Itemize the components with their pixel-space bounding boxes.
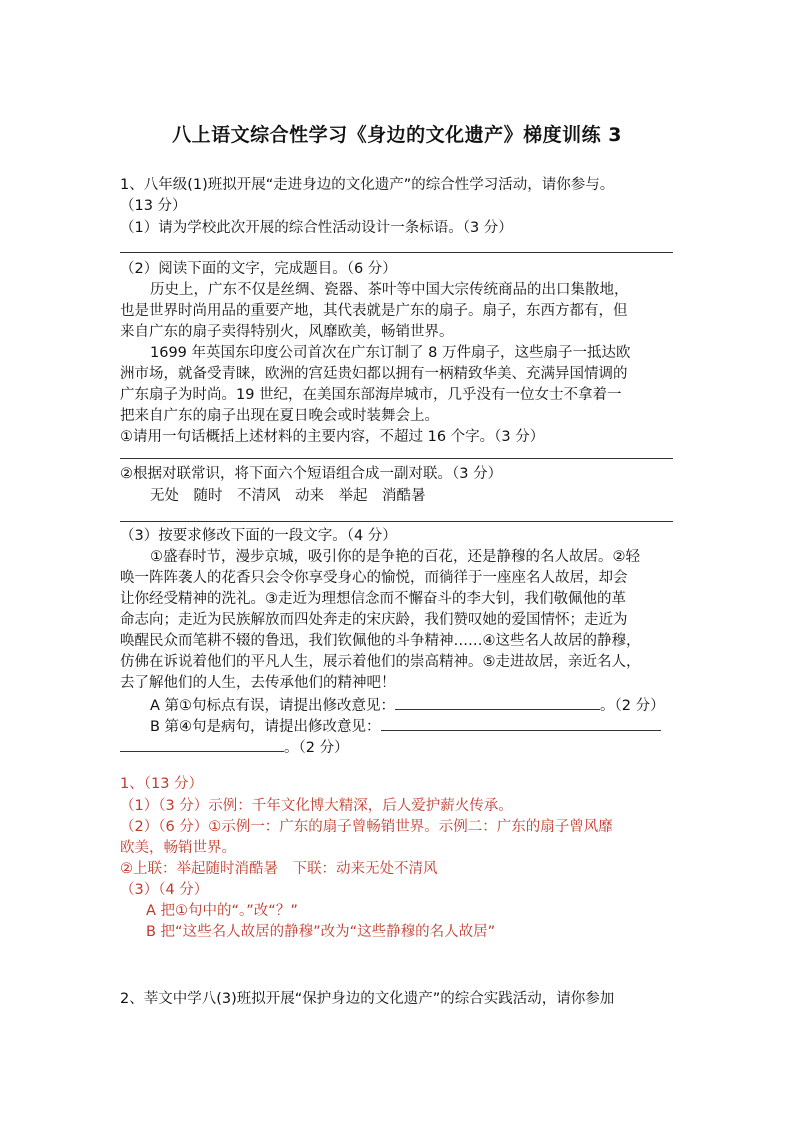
document-title: 八上语文综合性学习《身边的文化遗产》梯度训练 3 xyxy=(172,124,622,146)
answer-part1: （1）（3 分）示例：千年文化博大精深，后人爱护薪火传承。 xyxy=(120,798,513,814)
edit-text-line: 唤一阵阵袭人的花香只会令你享受身心的愉悦，而徜徉于一座座名人故居，却会 xyxy=(120,570,628,586)
edit-text-line: 去了解他们的人生，去传承他们的精神吧！ xyxy=(120,675,396,691)
passage-line: 广东扇子为时尚。19 世纪，在美国东部海岸城市，几乎没有一位女士不拿着一 xyxy=(120,387,622,403)
answer-part3a: A 把①句中的“。”改“？” xyxy=(146,903,298,919)
answer-part2-cont: 欧美，畅销世界。 xyxy=(120,840,236,856)
answer-blank xyxy=(395,694,600,710)
edit-text-line: ①盛春时节，漫步京城，吸引你的是争艳的百花，还是静穆的名人故居。②轻 xyxy=(150,549,640,565)
edit-text-line: 让你经受精神的洗礼。③走近为理想信念而不懈奋斗的李大钊，我们敬佩他的革 xyxy=(120,591,626,607)
answer-head: 1、（13 分） xyxy=(120,776,204,792)
edit-text-line: 仿佛在诉说着他们的平凡人生，展示着他们的崇高精神。⑤走进故居，亲近名人， xyxy=(120,654,641,670)
passage-line: 把来自广东的扇子出现在夏日晚会或时装舞会上。 xyxy=(120,408,439,424)
passage-line: 1699 年英国东印度公司首次在广东订制了 8 万件扇子，这些扇子一抵达欧 xyxy=(150,345,631,361)
edit-text-line: 命志向；走近为民族解放而四处奔走的宋庆龄，我们赞叹她的爱国情怀；走近为 xyxy=(120,612,628,628)
passage-line: 历史上，广东不仅是丝绸、瓷器、茶叶等中国大宗传统商品的出口集散地， xyxy=(150,282,629,298)
answer-blank xyxy=(120,736,284,752)
q1-part2-prompt: （2）阅读下面的文字，完成题目。（6 分） xyxy=(120,261,397,277)
q1-part3a xyxy=(150,694,710,717)
answer-part2: （2）（6 分）①示例一：广东的扇子曾畅销世界。示例二：广东的扇子曾风靡 xyxy=(120,819,613,835)
couplet-phrases: 无处 随时 不清风 动来 举起 消酷暑 xyxy=(150,488,426,504)
q1-part1-prompt: （1）请为学校此次开展的综合性活动设计一条标语。（3 分） xyxy=(120,220,513,236)
q1-intro: 1、八年级(1)班拟开展“走进身边的文化遗产”的综合性学习活动，请你参与。 xyxy=(120,177,615,193)
answer-line xyxy=(120,521,673,522)
q1-part3-prompt: （3）按要求修改下面的一段文字。（4 分） xyxy=(120,528,397,544)
q1-part2a-prompt: ①请用一句话概括上述材料的主要内容，不超过 16 个字。（3 分） xyxy=(120,429,545,445)
answer-blank xyxy=(381,715,661,731)
q1-part2b-prompt: ②根据对联常识，将下面六个短语组合成一副对联。（3 分） xyxy=(120,466,503,482)
answer-line xyxy=(120,458,673,459)
answer-part2b: ②上联：举起随时消酷暑 下联：动来无处不清风 xyxy=(120,861,438,877)
passage-line: 也是世界时尚用品的重要产地，其代表就是广东的扇子。扇子，东西方都有，但 xyxy=(120,303,628,319)
q2-intro: 2、莘文中学八(3)班拟开展“保护身边的文化遗产”的综合实践活动，请你参加 xyxy=(120,991,615,1007)
answer-part3: （3）（4 分） xyxy=(120,882,209,898)
answer-line xyxy=(120,252,673,253)
answer-part3b: B 把“这些名人故居的静穆”改为“这些静穆的名人故居” xyxy=(146,924,496,940)
edit-text-line: 唤醒民众而笔耕不辍的鲁迅，我们钦佩他的斗争精神……④这些名人故居的静穆， xyxy=(120,633,641,649)
q1-score: （13 分） xyxy=(120,198,187,214)
passage-line: 洲市场，就备受青睐，欧洲的宫廷贵妇都以拥有一柄精致华美、充满异国情调的 xyxy=(120,366,628,382)
q1-part3a-score: 。（2 分） xyxy=(600,698,665,714)
q1-part3b-cont xyxy=(120,736,680,759)
q1-part3b xyxy=(150,715,710,738)
passage-line: 来自广东的扇子卖得特别火，风靡欧美，畅销世界。 xyxy=(120,324,454,340)
q1-part3b-score: 。（2 分） xyxy=(284,740,349,756)
q1-part3b-prompt: B 第④句是病句，请提出修改意见： xyxy=(150,719,381,735)
q1-part3a-prompt: A 第①句标点有误，请提出修改意见： xyxy=(150,698,396,714)
